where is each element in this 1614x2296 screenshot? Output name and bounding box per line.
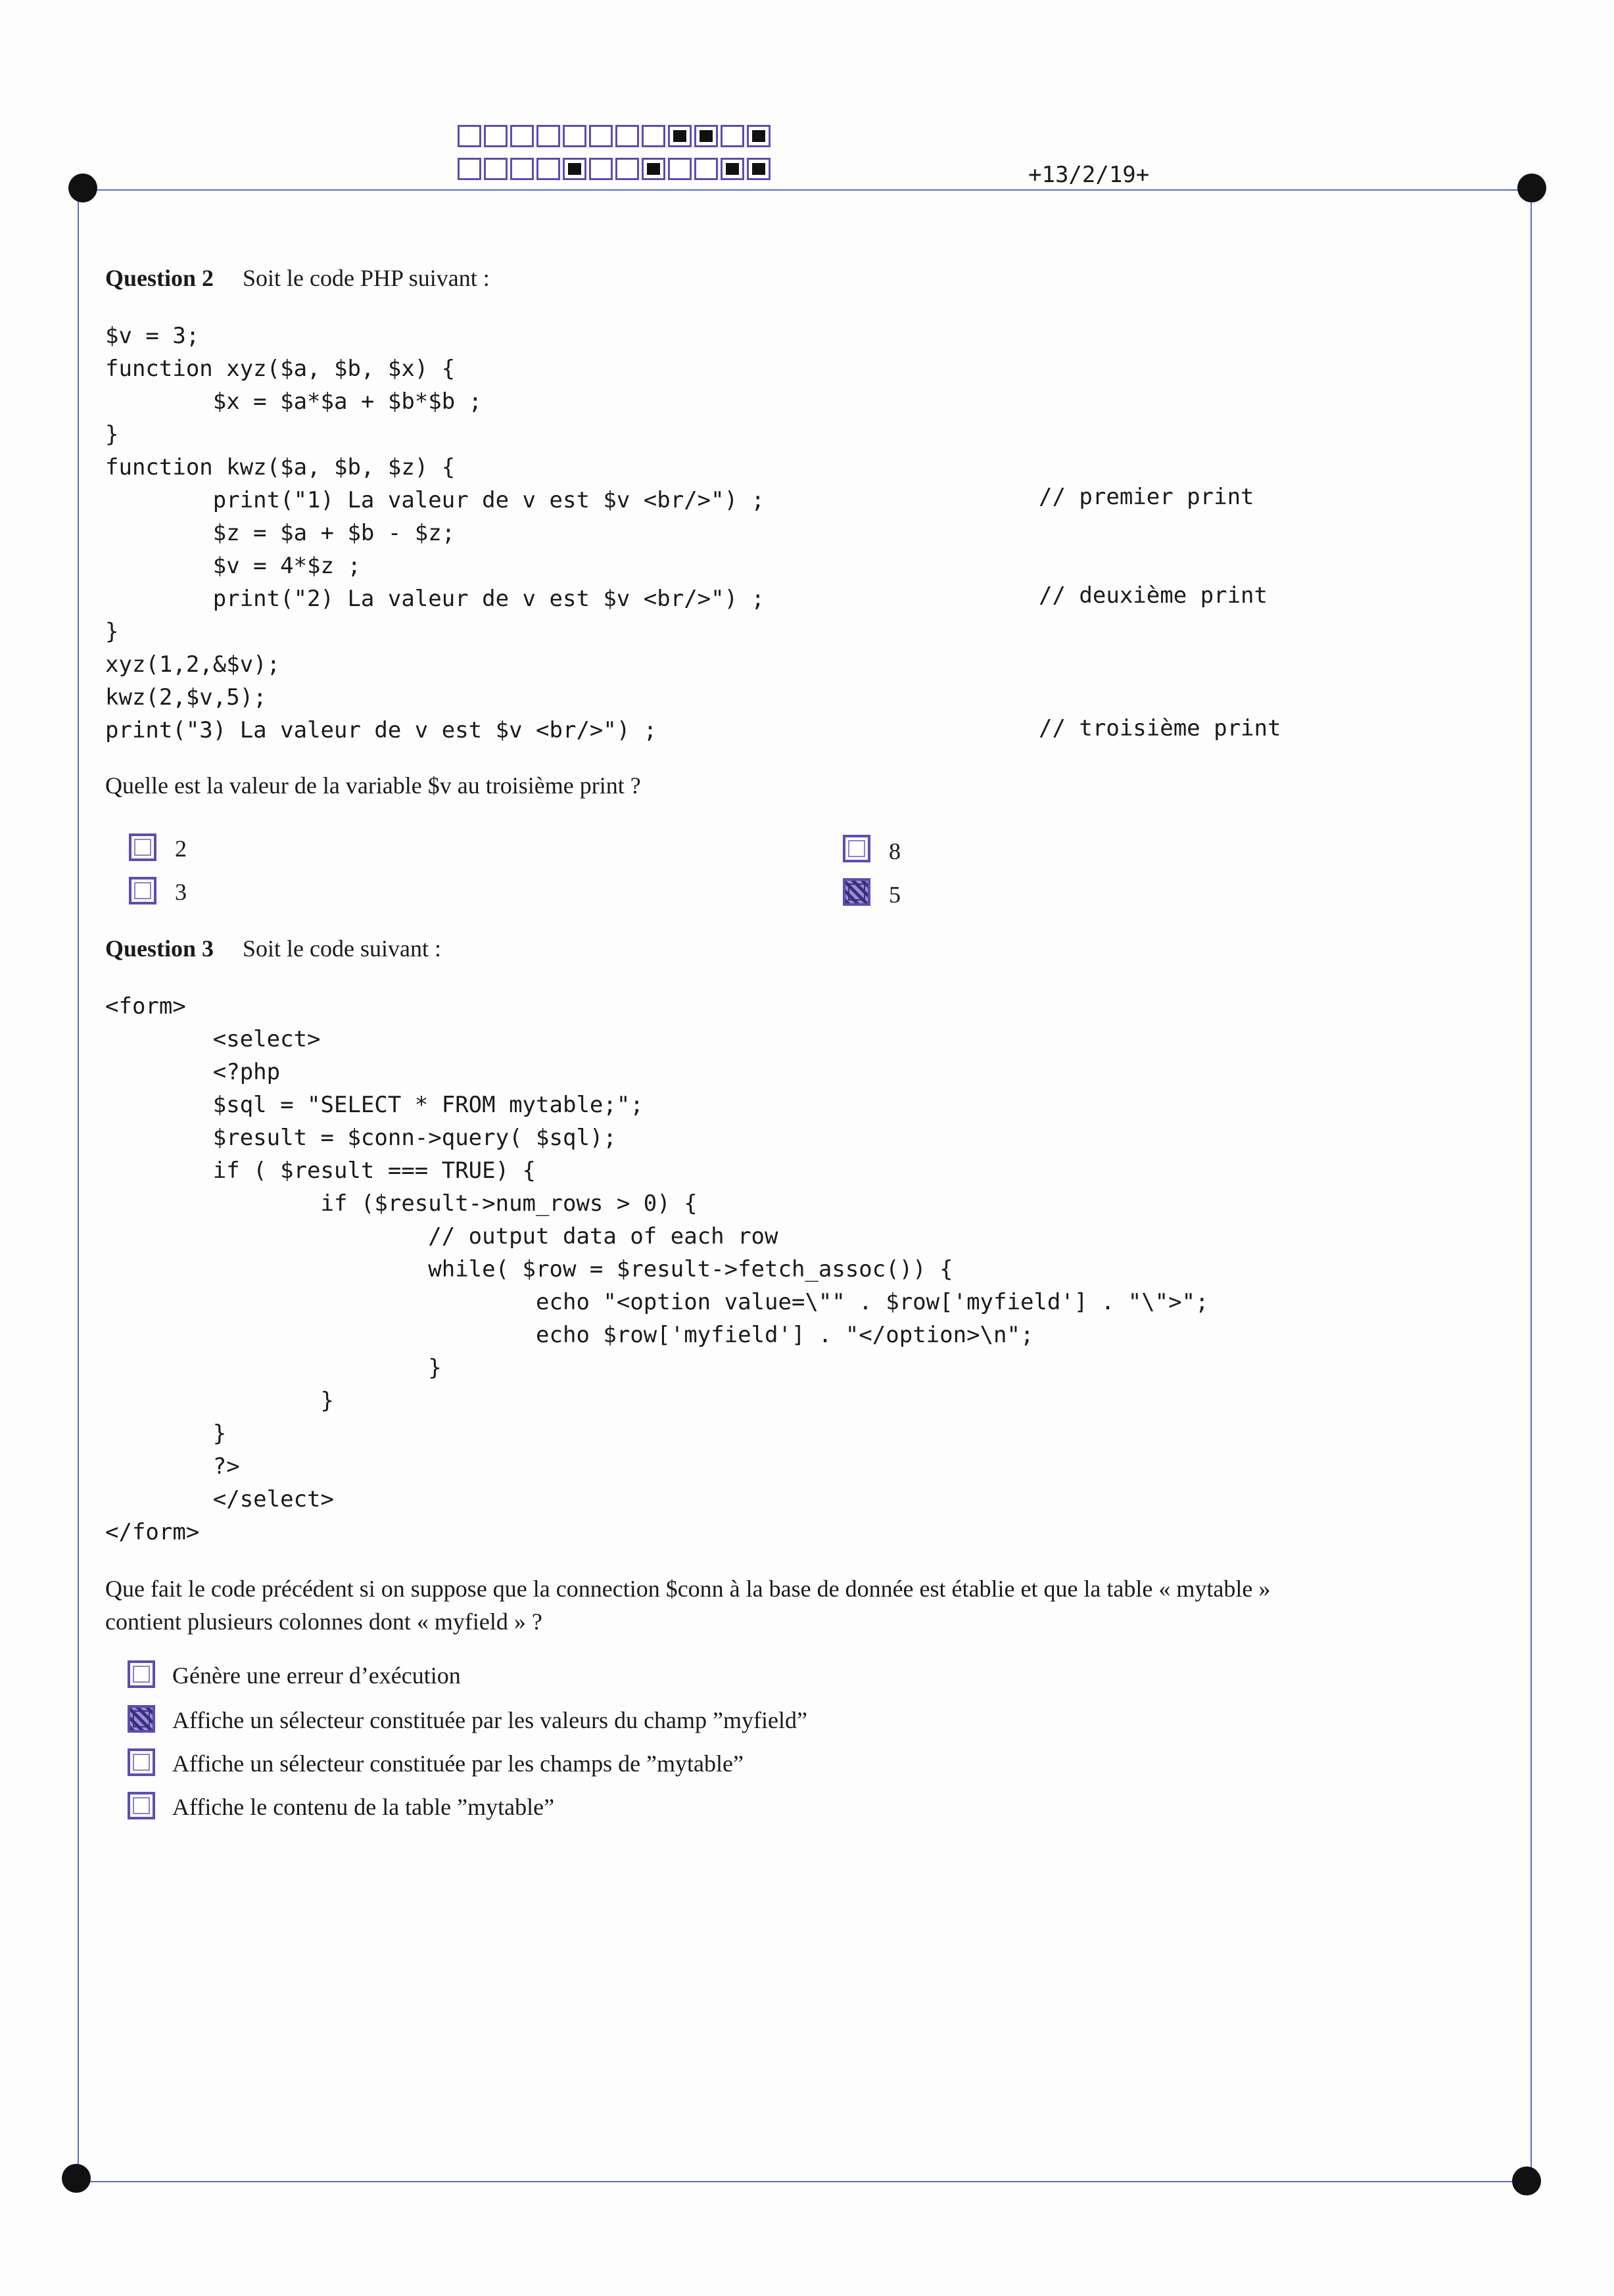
id-box (510, 125, 534, 147)
answer-checkbox-8[interactable] (843, 835, 870, 862)
question-2-code: $v = 3; function xyz($a, $b, $x) { $x = $a*$a + $b*$b ; } function kwz($a, $b, $z) { print("1) La valeur de v est $v <br/>") ; $z = $a + $b - $z; $v = 4*$z ; print("2) La valeur de v est $v <br/>") ; } xyz(1,2,&$v); kwz(2,$v,5); print("3) La valeur de v est $v <br/>") ; (105, 323, 765, 743)
page-id-stamp: +13/2/19+ (1028, 162, 1150, 188)
answer-label-valeurs-myfield: Affiche un sélecteur constituée par les valeurs du champ ”myfield” (172, 1707, 807, 1733)
question-3-heading (105, 935, 441, 962)
answer-checkbox-5[interactable] (843, 878, 870, 906)
id-box (589, 158, 613, 180)
code-comment-premier-print: // premier print (1039, 484, 1254, 510)
id-box (589, 125, 613, 147)
id-box (721, 158, 744, 180)
id-box (694, 158, 718, 180)
id-box (642, 158, 665, 180)
id-box (536, 158, 560, 180)
answer-label-2: 2 (175, 835, 187, 862)
question-3-prompt (105, 1572, 1512, 1638)
answer-label-5: 5 (889, 881, 901, 908)
id-box (458, 125, 481, 147)
student-id-boxes-row-1 (458, 125, 773, 147)
id-box (668, 125, 692, 147)
answer-label-8: 8 (889, 838, 901, 864)
id-box (615, 158, 639, 180)
question-3-label: Question 3 (105, 935, 214, 962)
id-box (747, 125, 771, 147)
question-3-code: <form> <select> <?php $sql = "SELECT * FROM mytable;"; $result = $conn->query( $sql); if ( $result === TRUE) { if ($result->num_rows > 0) { // output data of each row while( $row = $result->fetch_assoc()) { echo "<option value=\"" . $row['myfield'] . "\">"; echo $row['myfield'] . "</option>\n"; } } } ?> </select> </form> (105, 993, 1209, 1545)
id-box (642, 125, 665, 147)
answer-label-champs-mytable: Affiche un sélecteur constituée par les champs de ”mytable” (172, 1750, 744, 1777)
student-id-boxes-row-2 (458, 158, 773, 180)
question-3-prompt-line-1: Que fait le code précédent si on suppose que la connection $conn à la base de donnée est établie et que la table « mytable » (105, 1576, 1271, 1602)
corner-mark-top-left (68, 174, 97, 202)
id-box (484, 158, 508, 180)
question-2-label: Question 2 (105, 265, 214, 291)
answer-checkbox-3[interactable] (129, 877, 156, 904)
code-comment-troisieme-print: // troisième print (1039, 715, 1281, 741)
corner-mark-bottom-left (62, 2164, 91, 2193)
question-2-heading (105, 264, 490, 292)
id-box (694, 125, 718, 147)
frame-right-line (1531, 189, 1532, 2181)
id-box (747, 158, 771, 180)
id-box (563, 158, 586, 180)
id-box (458, 158, 481, 180)
id-box (510, 158, 534, 180)
answer-label-3: 3 (175, 879, 187, 905)
frame-left-line (78, 189, 79, 2181)
question-2-prompt: Quelle est la valeur de la variable $v au troisième print ? (105, 772, 641, 799)
corner-mark-bottom-right (1512, 2167, 1541, 2195)
id-box (721, 125, 744, 147)
answer-checkbox-erreur[interactable] (128, 1660, 155, 1688)
id-box (615, 125, 639, 147)
question-2-intro: Soit le code PHP suivant : (243, 265, 490, 291)
id-box (484, 125, 508, 147)
id-box (563, 125, 586, 147)
frame-bottom-line (78, 2181, 1527, 2182)
answer-label-contenu-table: Affiche le contenu de la table ”mytable” (172, 1794, 555, 1820)
corner-mark-top-right (1517, 174, 1546, 202)
answer-label-erreur: Génère une erreur d’exécution (172, 1662, 461, 1689)
id-box (536, 125, 560, 147)
answer-checkbox-valeurs-myfield[interactable] (128, 1705, 155, 1733)
question-3-prompt-line-2: contient plusieurs colonnes dont « myfield » ? (105, 1608, 542, 1635)
answer-checkbox-contenu-table[interactable] (128, 1792, 155, 1819)
answer-checkbox-champs-mytable[interactable] (128, 1748, 155, 1776)
question-3-intro: Soit le code suivant : (243, 935, 441, 962)
frame-top-line (84, 189, 1533, 191)
id-box (668, 158, 692, 180)
answer-checkbox-2[interactable] (129, 833, 156, 861)
code-comment-deuxieme-print: // deuxième print (1039, 582, 1268, 609)
